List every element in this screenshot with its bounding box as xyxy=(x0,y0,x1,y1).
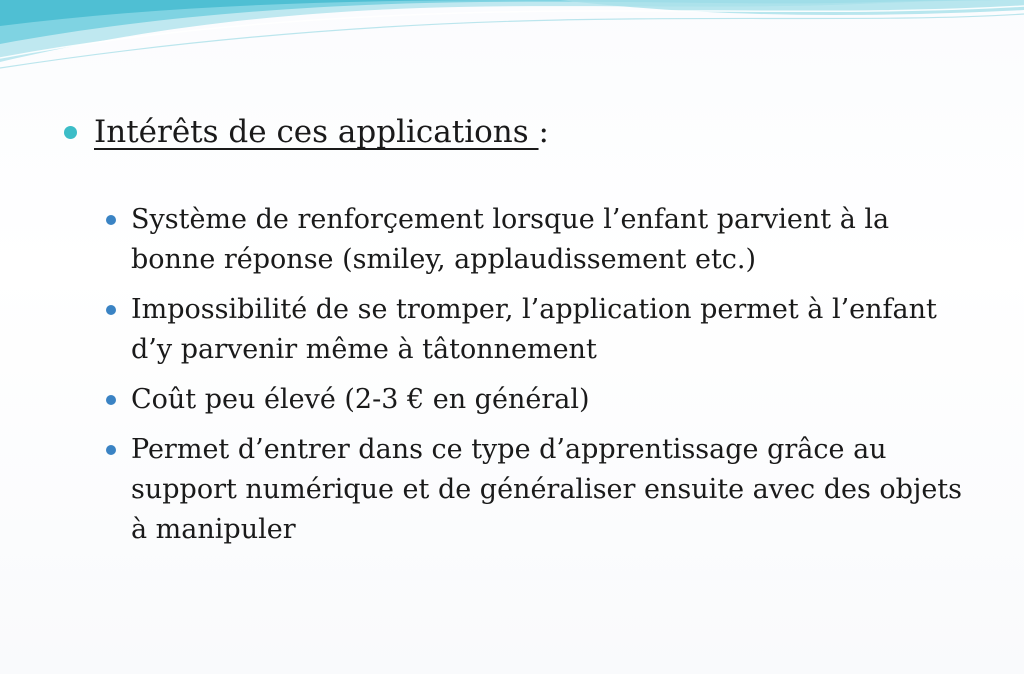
slide-heading xyxy=(64,108,964,156)
list-item-text: Impossibilité de se tromper, l’application permet à l’enfant d’y parvenir même à tâtonnement xyxy=(131,294,937,365)
level2-bullet-icon xyxy=(106,215,116,225)
list-item xyxy=(106,380,966,420)
level2-bullet-icon xyxy=(106,305,116,315)
list-item xyxy=(106,430,966,550)
list-item-text: Système de renforçement lorsque l’enfant parvient à la bonne réponse (smiley, applaudissement etc.) xyxy=(131,204,890,275)
list-item-text: Permet d’entrer dans ce type d’apprentissage grâce au support numérique et de généraliser ensuite avec des objets à manipuler xyxy=(131,434,963,545)
level2-bullet-icon xyxy=(106,445,116,455)
level1-bullet-icon xyxy=(64,126,77,139)
bullet-list xyxy=(106,200,966,550)
list-item xyxy=(106,290,966,370)
slide-content xyxy=(64,108,964,560)
list-item-text: Coût peu élevé (2-3 € en général) xyxy=(131,384,590,415)
list-item xyxy=(106,200,966,280)
heading-colon: : xyxy=(538,114,549,150)
heading-text: Intérêts de ces applications xyxy=(94,114,539,150)
decorative-wave-banner xyxy=(0,0,1024,80)
level2-bullet-icon xyxy=(106,395,116,405)
